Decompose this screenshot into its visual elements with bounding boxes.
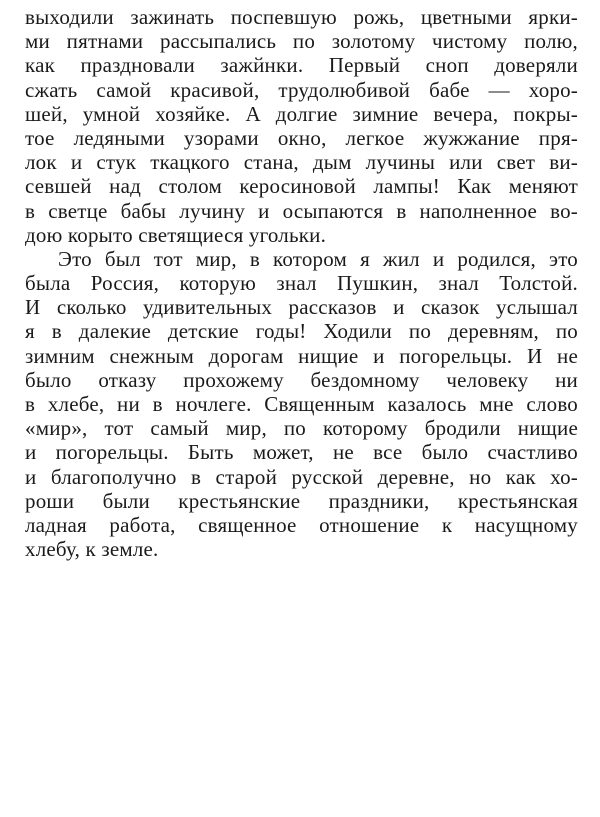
text-line: и благополучно в старой русской деревне, но как хо- [25,464,578,489]
text-line: и погорельцы. Быть может, не все было счастливо [25,440,578,465]
paragraph-2 [25,247,578,561]
book-page [25,5,578,561]
text-line: в хлебе, ни в ночлеге. Священным казалось мне слово [25,392,578,416]
text-line: севшей над столом керосиновой лампы! Как меняют [25,174,578,199]
paragraph-1 [25,5,578,247]
text-line: «мир», тот самый мир, по которому бродили нищие [25,416,578,441]
text-line: тое ледяными узорами окно, легкое жужжание пря- [25,125,578,150]
text-line: было отказу прохожему бездомному человеку ни [25,367,578,392]
text-line: дою корыто светящиеся угольки. [25,222,327,247]
text-line: как праздновали зажйнки. Первый сноп доверяли [25,53,578,78]
text-line: я в далекие детские годы! Ходили по деревням, по [25,319,578,344]
text-line: Это был тот мир, в котором я жил и родился, это [58,246,578,271]
text-line: роши были крестьянские праздники, крестьянская [25,488,578,513]
text-line: была Россия, которую знал Пушкин, знал Толстой. [25,271,578,296]
text-line: сжать самой красивой, трудолюбивой бабе — хоро- [25,77,578,102]
text-line: выходили зажинать поспевшую рожь, цветными ярки- [25,5,578,29]
text-line: хлебу, к земле. [25,537,159,562]
text-line: зимним снежным дорогам нищие и погорельцы. И не [25,343,578,368]
text-line: шей, умной хозяйке. А долгие зимние вечера, покры- [25,101,578,126]
text-line: И сколько удивительных рассказов и сказок услышал [25,295,578,320]
text-line: ладная работа, священное отношение к насущному [25,512,578,537]
text-line: в светце бабы лучину и осыпаются в наполненное во- [25,198,578,223]
text-line: ми пятнами рассыпались по золотому чистому полю, [25,29,578,54]
text-line: лок и стук ткацкого стана, дым лучины или свет ви- [25,150,578,175]
